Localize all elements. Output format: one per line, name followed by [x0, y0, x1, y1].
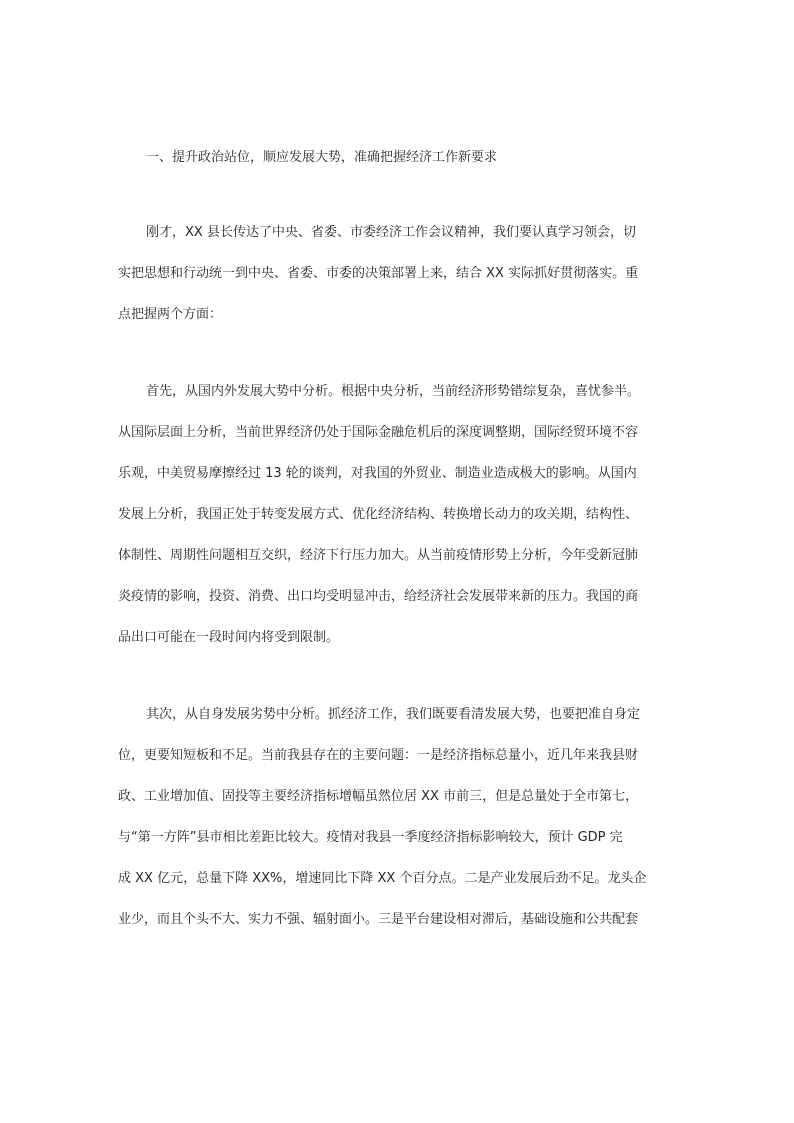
paragraph-line: 首先，从国内外发展大势中分析。根据中央分析，当前经济形势错综复杂，喜忧参半。 — [146, 384, 641, 399]
paragraph-line: 业少，而且个头不大、实力不强、辐射面小。三是平台建设相对滞后，基础设施和公共配套 — [118, 912, 639, 927]
paragraph-line: 位，更要知短板和不足。当前我县存在的主要问题：一是经济指标总量小，近几年来我县财 — [118, 748, 639, 763]
paragraph-line: 乐观，中美贸易摩擦经过 13 轮的谈判，对我国的外贸业、制造业造成极大的影响。从国内 — [118, 466, 637, 481]
paragraph-line: 实把思想和行动统一到中央、省委、市委的决策部署上来，结合 XX 实际抓好贯彻落实。重 — [118, 266, 639, 281]
paragraph-first-point — [118, 371, 678, 658]
paragraph-line: 体制性、周期性问题相互交织，经济下行压力加大。从当前疫情形势上分析，今年受新冠肺 — [118, 548, 639, 563]
paragraph-line: 成 XX 亿元，总量下降 XX%，增速同比下降 XX 个百分点。二是产业发展后劲不足。龙头企 — [118, 871, 647, 886]
paragraph-line: 品出口可能在一段时间内将受到限制。 — [118, 630, 340, 645]
paragraph-line: 刚才，XX 县长传达了中央、省委、市委经济工作会议精神，我们要认真学习领会，切 — [146, 225, 636, 240]
paragraph-line: 从国际层面上分析，当前世界经济仍处于国际金融危机后的深度调整期，国际经贸环境不容 — [118, 425, 639, 440]
paragraph-line: 政、工业增加值、固投等主要经济指标增幅虽然位居 XX 市前三，但是总量处于全市第七， — [118, 789, 639, 804]
paragraph-line: 点把握两个方面： — [118, 307, 223, 322]
document-body — [118, 144, 678, 976]
paragraph-line: 与“第一方阵”县市相比差距比较大。疫情对我县一季度经济指标影响较大，预计 GDP 完 — [118, 830, 623, 845]
section-heading: 一、提升政治站位，顺应发展大势，准确把握经济工作新要求 — [146, 150, 498, 165]
paragraph-second-point — [118, 694, 678, 940]
paragraph-line: 其次，从自身发展劣势中分析。抓经济工作，我们既要看清发展大势，也要把准自身定 — [146, 707, 641, 722]
paragraph-line: 炎疫情的影响，投资、消费、出口均受明显冲击，给经济社会发展带来新的压力。我国的商 — [118, 589, 639, 604]
paragraph-intro — [118, 212, 678, 335]
paragraph-line: 发展上分析，我国正处于转变发展方式、优化经济结构、转换增长动力的攻关期，结构性、 — [118, 507, 639, 522]
